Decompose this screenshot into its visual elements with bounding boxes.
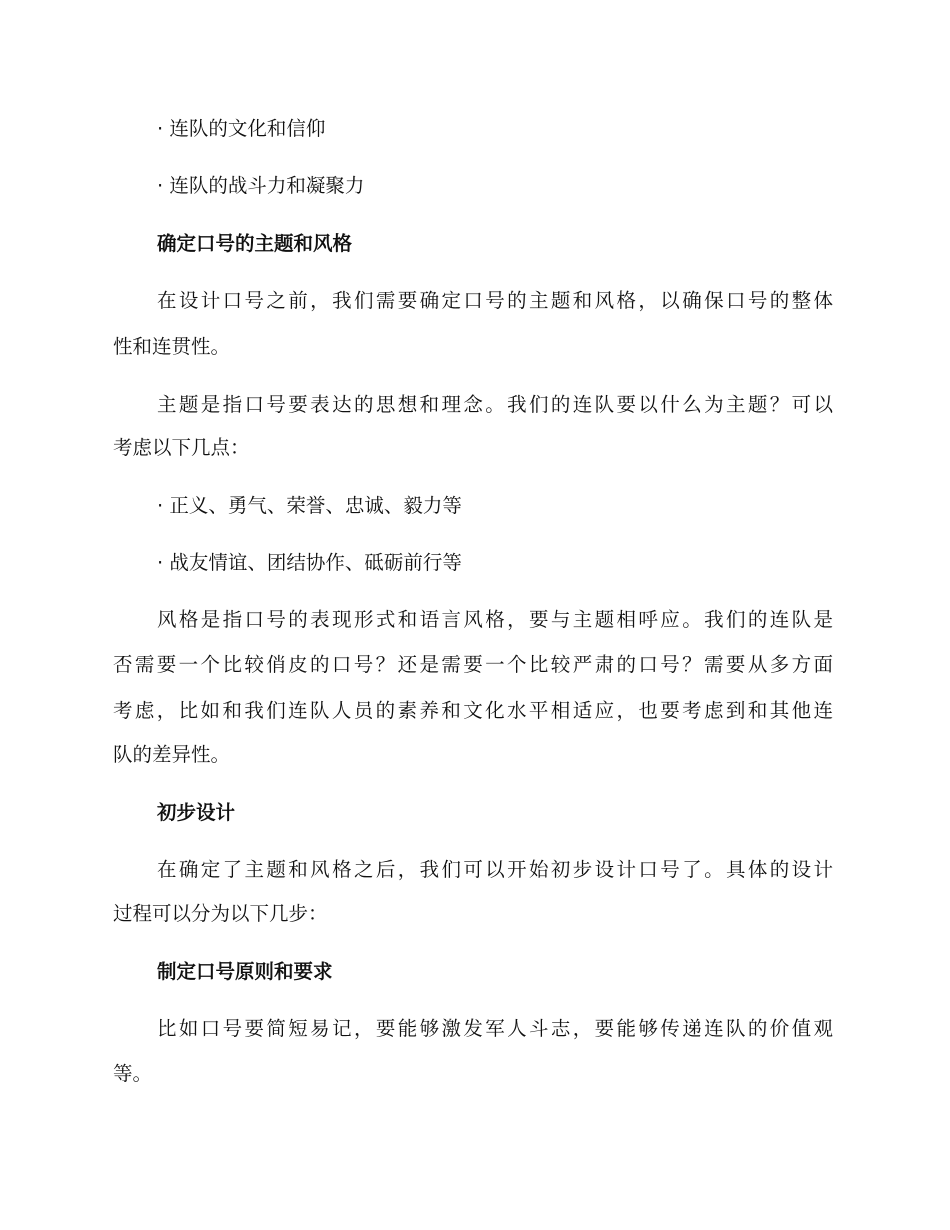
paragraph-line: 在设计口号之前，我们需要确定口号的主题和风格，以确保口号的整体 — [157, 289, 833, 312]
paragraph-line: 考虑，比如和我们连队人员的素养和文化水平相适应，也要考虑到和其他连 — [113, 699, 833, 722]
paragraph-line: 主题是指口号要表达的思想和理念。我们的连队要以什么为主题？可以 — [157, 393, 833, 416]
paragraph-line: 等。 — [113, 1062, 153, 1085]
section-heading-principles: 制定口号原则和要求 — [157, 960, 333, 983]
paragraph-line: 否需要一个比较俏皮的口号？还是需要一个比较严肃的口号？需要从多方面 — [113, 653, 833, 676]
paragraph-line: 比如口号要简短易记，要能够激发军人斗志，要能够传递连队的价值观 — [157, 1017, 833, 1040]
bullet-item-combat: · 连队的战斗力和凝聚力 — [157, 174, 365, 197]
bullet-item-culture: · 连队的文化和信仰 — [157, 117, 326, 140]
paragraph-line: 性和连贯性。 — [113, 335, 231, 358]
paragraph-line: 队的差异性。 — [113, 743, 231, 766]
paragraph-line: 过程可以分为以下几步： — [113, 902, 328, 925]
section-heading-initial-design: 初步设计 — [157, 801, 236, 824]
bullet-item-virtues: · 正义、勇气、荣誉、忠诚、毅力等 — [157, 494, 462, 517]
section-heading-theme-style: 确定口号的主题和风格 — [157, 232, 353, 255]
paragraph-line: 风格是指口号的表现形式和语言风格，要与主题相呼应。我们的连队是 — [157, 608, 833, 631]
paragraph-line: 在确定了主题和风格之后，我们可以开始初步设计口号了。具体的设计 — [157, 858, 833, 881]
bullet-item-comradeship: · 战友情谊、团结协作、砥砺前行等 — [157, 551, 462, 574]
paragraph-line: 考虑以下几点： — [113, 436, 250, 459]
